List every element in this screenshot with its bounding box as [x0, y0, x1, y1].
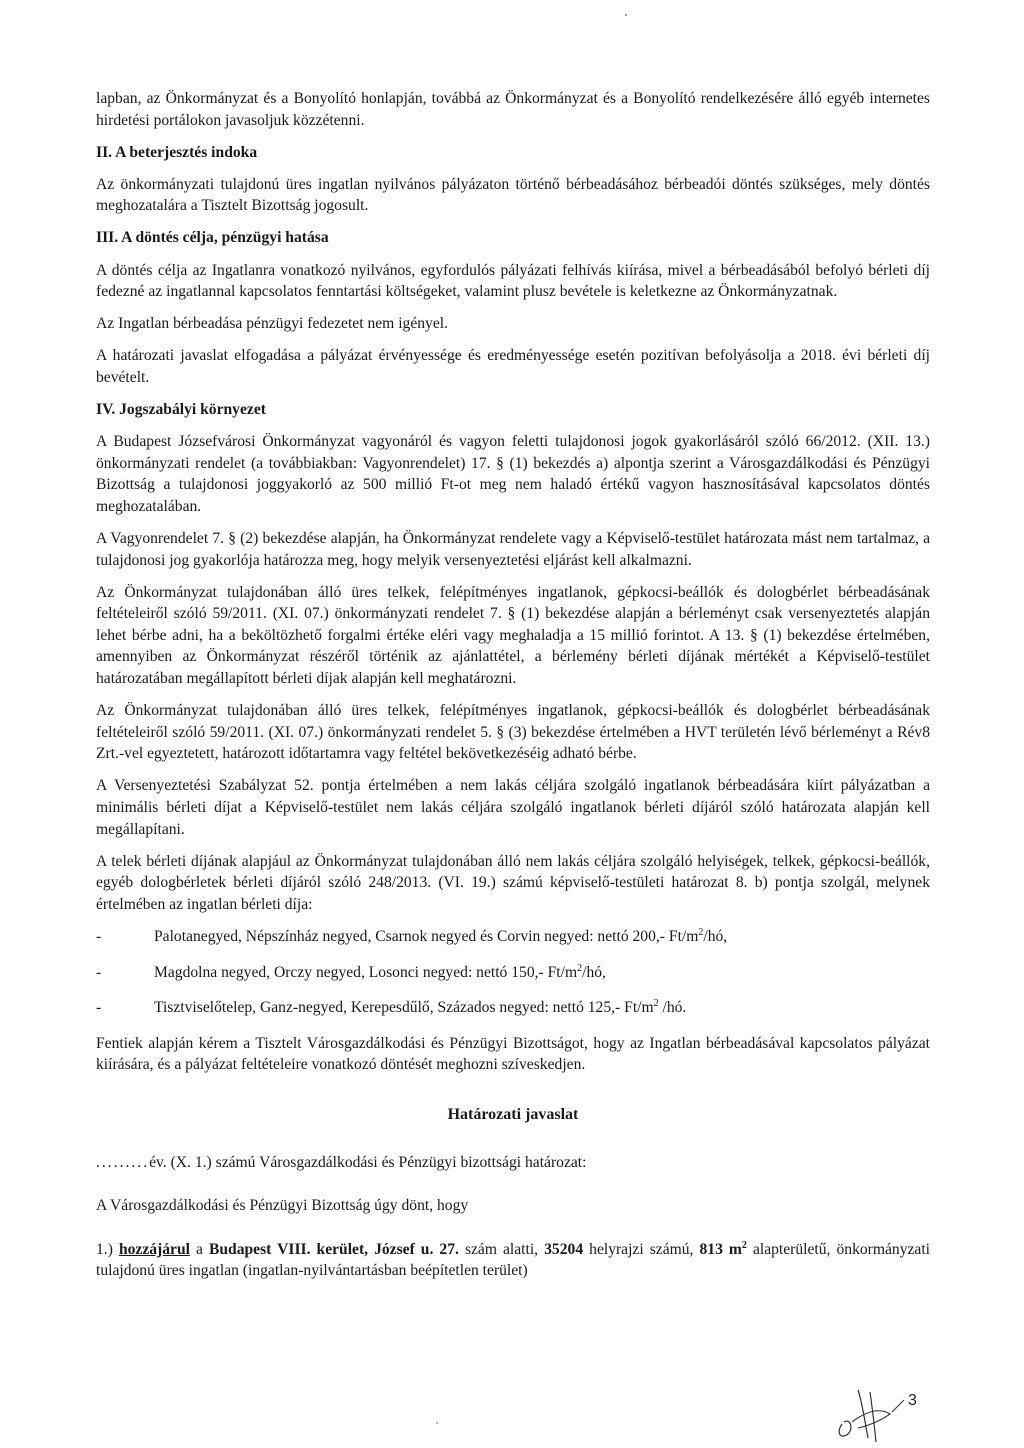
item-address: Budapest VIII. kerület, József u. 27.	[208, 1240, 459, 1258]
item-verb: hozzájárul	[118, 1240, 190, 1258]
item-area: 813 m	[699, 1240, 742, 1258]
section-3-paragraph-3: A határozati javaslat elfogadása a pályázat érvényessége és eredményessége esetén pozitívan befolyásolja a 2018. évi bérleti díj bevételt.	[96, 347, 930, 386]
section-4-paragraph-4: Az Önkormányzat tulajdonában álló üres telkek, felépítményes ingatlanok, gépkocsi-beállók és dologbérlet bérbeadásának feltételeiről szóló 59/2011. (XI. 07.) önkormányzati rendelet 5. § (3) bekezdése értelmében a HVT területén lévő bérleményt a Rév8 Zrt.-vel egyeztetett, határozott időtartamra vagy feltétel bekövetkezéséig adható bérbe.	[96, 702, 930, 763]
resolution-number-blank: .........	[96, 1153, 150, 1171]
section-4-paragraph-7: Fentiek alapján kérem a Tisztelt Városgazdálkodási és Pénzügyi Bizottságot, hogy az Ingatlan bérbeadásával kapcsolatos pályázat kiírására, és a pályázat feltételeire vonatkozó döntését meghozni szíveskedjen.	[96, 1034, 930, 1074]
superscript: 2	[741, 1239, 747, 1251]
section-4-paragraph-2: A Vagyonrendelet 7. § (2) bekezdése alapján, ha Önkormányzat rendelete vagy a Képviselő-testület határozata mást nem tartalmaz, a tulajdonosi jog gyakorlója határozza meg, hogy melyik versenyeztetési eljárást kell alkalmazni.	[96, 530, 930, 569]
scan-speck	[625, 14, 627, 16]
item-text-a: a	[189, 1240, 209, 1258]
item-text-b: szám alatti,	[458, 1240, 545, 1258]
rent-rate-item	[96, 997, 930, 1019]
section-2-paragraph: Az önkormányzati tulajdonú üres ingatlan nyilvános pályázaton történő bérbeadásához bérbeadói döntés szükséges, mely döntés meghozatalára a Tisztelt Bizottság jogosult.	[96, 175, 930, 215]
rent-rate-list	[96, 926, 930, 1019]
rent-rate-unit: /hó.	[658, 999, 687, 1017]
section-2-heading: II. A beterjesztés indoka	[96, 143, 258, 161]
list-dash: -	[96, 963, 102, 981]
section-3-heading: III. A döntés célja, pénzügyi hatása	[96, 229, 329, 247]
rent-rate-text: Magdolna negyed, Orczy negyed, Losonci negyed: nettó 150,- Ft/m	[154, 963, 578, 981]
scan-speck	[436, 1422, 438, 1424]
section-4-paragraph-1: A Budapest Józsefvárosi Önkormányzat vagyonáról és vagyon feletti tulajdonosi jogok gyakorlásáról szóló 66/2012. (XII. 13.) önkormányzati rendelet (a továbbiakban: Vagyonrendelet) 17. § (1) bekezdés a) alpontja szerint a Városgazdálkodási és Pénzügyi Bizottság a tulajdonosi joggyakorló az 500 millió Ft-ot meg nem haladó értékű vagyon hasznosításával kapcsolatos döntés meghozatalában.	[96, 433, 930, 515]
section-4-paragraph-6: A telek bérleti díjának alapjául az Önkormányzat tulajdonában álló nem lakás céljára szolgáló helyiségek, telkek, gépkocsi-beállók, egyéb dologbérletek bérleti díjáról szóló 248/2013. (VI. 19.) számú képviselő-testületi határozat 8. b) pontja szolgál, melynek értelmében az ingatlan bérleti díja:	[96, 852, 930, 913]
resolution-item-1	[96, 1239, 930, 1282]
item-text-c: helyrajzi számú,	[583, 1240, 700, 1258]
section-3-paragraph-1: A döntés célja az Ingatlanra vonatkozó nyilvános, egyfordulós pályázati felhívás kiírása, mivel a bérbeadásából befolyó bérleti díj fedezné az ingatlannal kapcsolatos fenntartási költségeket, valamint plusz bevétele is keletkezne az Önkormányzatnak.	[96, 261, 930, 301]
rent-rate-unit: /hó,	[703, 928, 728, 945]
rent-rate-text: Tisztviselőtelep, Ganz-negyed, Kerepesdűlő, Százados negyed: nettó 125,- Ft/m	[154, 999, 654, 1017]
section-4-heading: IV. Jogszabályi környezet	[96, 401, 266, 419]
list-dash: -	[96, 999, 102, 1017]
section-3-paragraph-2: Az Ingatlan bérbeadása pénzügyi fedezetet nem igényel.	[96, 315, 448, 333]
resolution-number-line	[96, 1152, 930, 1174]
intro-paragraph: lapban, az Önkormányzat és a Bonyolító honlapján, továbbá az Önkormányzat és a Bonyolító rendelkezésére álló egyéb internetes hirdetési portálokon javasoljuk közzétenni.	[96, 90, 930, 129]
item-parcel-number: 35204	[544, 1240, 584, 1258]
list-dash: -	[96, 928, 102, 945]
item-number: 1.)	[96, 1240, 113, 1258]
resolution-heading: Határozati javaslat	[447, 1105, 579, 1123]
superscript: 2	[698, 926, 704, 938]
superscript: 2	[653, 998, 659, 1009]
resolution-number-text: év. (X. 1.) számú Városgazdálkodási és Pénzügyi bizottsági határozat:	[149, 1153, 587, 1171]
document-body	[96, 88, 930, 1292]
section-4-paragraph-3: Az Önkormányzat tulajdonában álló üres telkek, felépítményes ingatlanok, gépkocsi-beállók és dologbérlet bérbeadásának feltételeiről szóló 59/2011. (XI. 07.) önkormányzati rendelet 7. § (1) bekezdése alapján a bérleményt csak versenyeztetés alapján lehet bérbe adni, ha a beköltözhető forgalmi értéke eléri vagy meghaladja a 15 millió forintot. A 13. § (1) bekezdése értelmében, amennyiben az Önkormányzat részéről történik az ajánlattétel, a bérlemény bérleti díjának mértékét a Képviselő-testület határozatában megállapított bérleti díjak alapján kell meghatározni.	[96, 583, 930, 688]
resolution-intro: A Városgazdálkodási és Pénzügyi Bizottság úgy dönt, hogy	[96, 1197, 469, 1215]
rent-rate-item	[96, 926, 930, 948]
superscript: 2	[577, 962, 583, 974]
item-text-d: alapterületű, önkormányzati tulajdonú üres ingatlan (ingatlan-nyilvántartásban beépítetlen terület)	[96, 1240, 931, 1280]
section-4-paragraph-5: A Versenyeztetési Szabályzat 52. pontja értelmében a nem lakás céljára szolgáló ingatlanok bérbeadására kiírt pályázatban a minimális bérleti díjat a Képviselő-testület nem lakás céljára szolgáló ingatlanok bérleti díjáról szóló határozata alapján kell megállapítani.	[96, 777, 930, 838]
rent-rate-item	[96, 962, 930, 984]
rent-rate-unit: /hó,	[582, 963, 606, 981]
page-number: 3	[908, 1392, 917, 1409]
rent-rate-text: Palotanegyed, Népszínház negyed, Csarnok negyed és Corvin negyed: nettó 200,- Ft/m	[154, 928, 699, 945]
